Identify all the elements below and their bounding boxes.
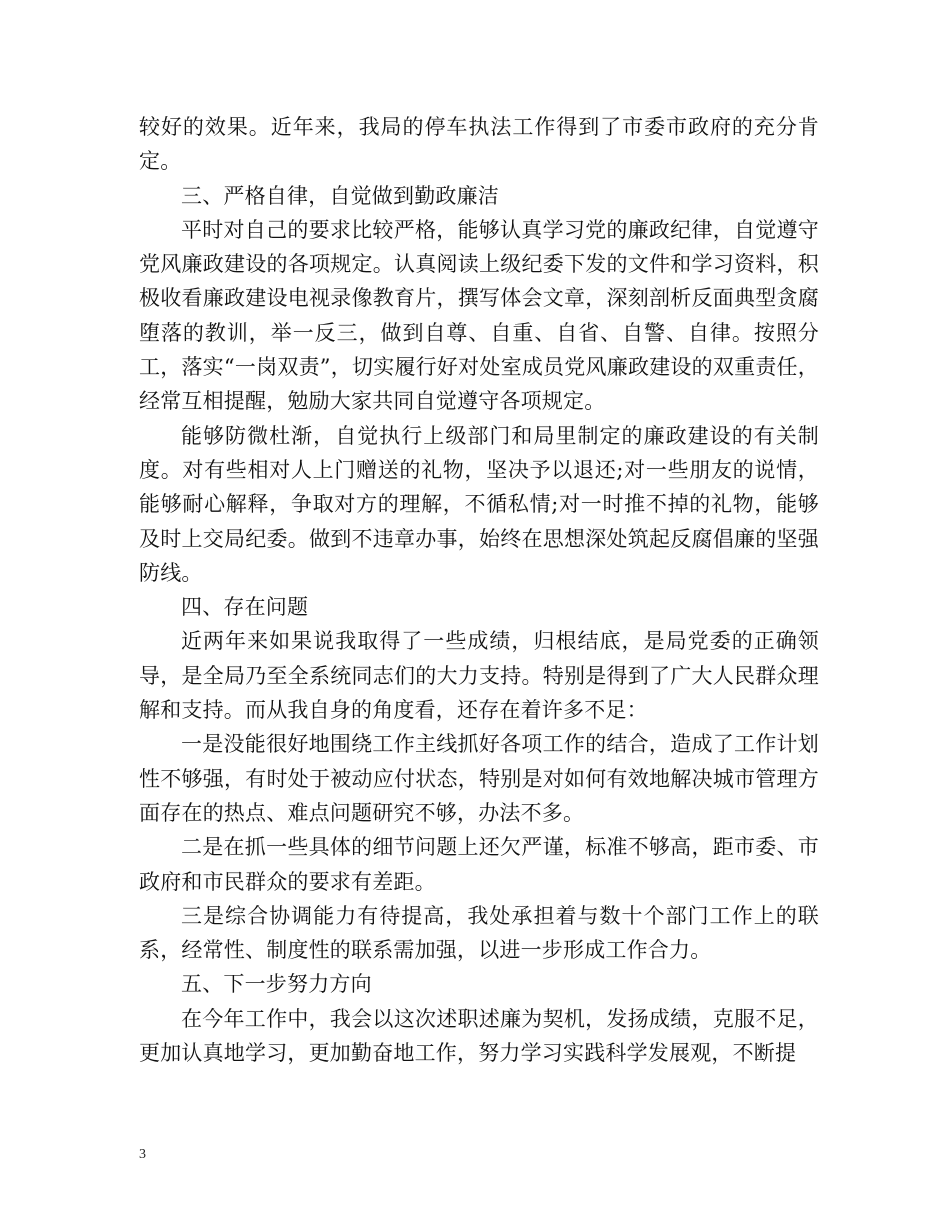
section-heading-3: 三、严格自律，自觉做到勤政廉洁 bbox=[181, 183, 499, 208]
paragraph-3: 能够防微杜渐，自觉执行上级部门和局里制定的廉政建设的有关制度。对有些相对人上门赠送的礼物，坚决予以退还;对一些朋友的说情，能够耐心解释，争取对方的理解，不循私情;对一时推不掉的礼物，能够及时上交局纪委。做到不违章办事，始终在思想深处筑起反腐倡廉的坚强防线。 bbox=[139, 423, 819, 585]
paragraph-7: 三是综合协调能力有待提高，我处承担着与数十个部门工作上的联系，经常性、制度性的联系需加强，以进一步形成工作合力。 bbox=[139, 903, 819, 963]
section-heading-4: 四、存在问题 bbox=[181, 595, 309, 620]
paragraph-1: 较好的效果。近年来，我局的停车执法工作得到了市委市政府的充分肯定。 bbox=[139, 115, 819, 174]
paragraph-4: 近两年来如果说我取得了一些成绩，归根结底，是局党委的正确领导，是全局乃至全系统同志们的大力支持。特别是得到了广大人民群众理解和支持。而从我自身的角度看，还存在着许多不足： bbox=[139, 629, 819, 723]
paragraph-5: 一是没能很好地围绕工作主线抓好各项工作的结合，造成了工作计划性不够强，有时处于被动应付状态，特别是对如何有效地解决城市管理方面存在的热点、难点问题研究不够，办法不多。 bbox=[139, 732, 819, 825]
document-body bbox=[139, 110, 819, 1070]
page-number: 3 bbox=[139, 1147, 146, 1162]
paragraph-6: 二是在抓一些具体的细节问题上还欠严谨，标准不够高，距市委、市政府和市民群众的要求有差距。 bbox=[139, 835, 819, 894]
paragraph-2: 平时对自己的要求比较严格，能够认真学习党的廉政纪律，自觉遵守党风廉政建设的各项规定。认真阅读上级纪委下发的文件和学习资料，积极收看廉政建设电视录像教育片，撰写体会文章，深刻剖析反面典型贪腐堕落的教训，举一反三，做到自尊、自重、自省、自警、自律。按照分工，落实“一岗双责”，切实履行好对处室成员党风廉政建设的双重责任，经常互相提醒，勉励大家共同自觉遵守各项规定。 bbox=[139, 217, 819, 414]
section-heading-5: 五、下一步努力方向 bbox=[181, 972, 372, 997]
paragraph-8: 在今年工作中，我会以这次述职述廉为契机，发扬成绩，克服不足，更加认真地学习，更加勤奋地工作，努力学习实践科学发展观，不断提 bbox=[139, 1006, 819, 1066]
